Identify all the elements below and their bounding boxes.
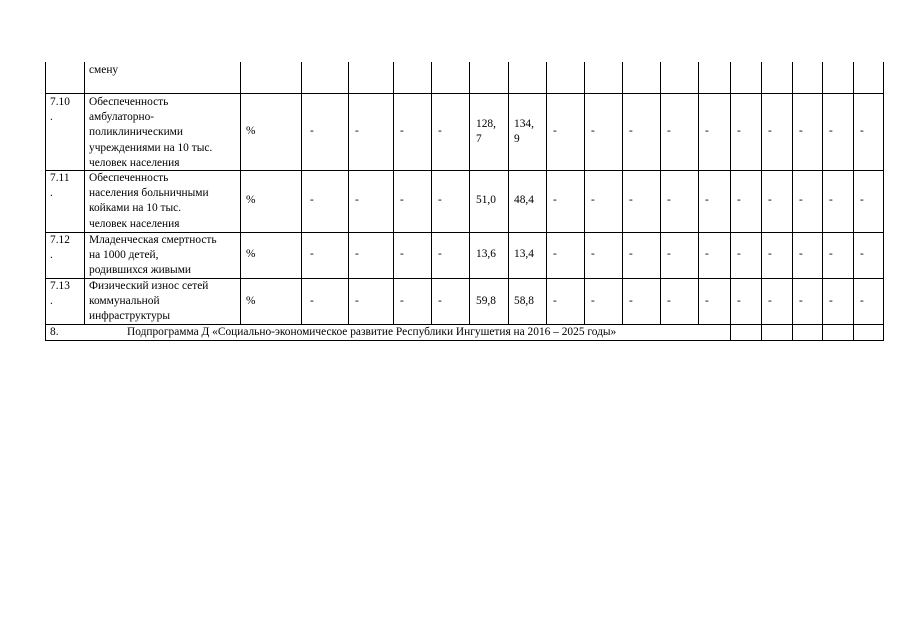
row-number: 7.12 . — [50, 234, 70, 262]
col-rule — [622, 62, 623, 324]
empty-cell-dash: - — [355, 248, 359, 260]
col-rule — [431, 62, 432, 324]
col-rule — [660, 62, 661, 324]
col-rule — [508, 62, 509, 324]
row-value-1: 13,6 — [476, 248, 496, 260]
empty-cell-dash: - — [438, 125, 442, 137]
col-rule — [698, 62, 699, 324]
row-indicator-name: Обеспеченность населения больничными койками на 10 тыс. человек населения — [89, 172, 209, 230]
col-rule — [883, 62, 884, 340]
empty-cell-dash: - — [591, 295, 595, 307]
empty-cell-dash: - — [310, 125, 314, 137]
col-rule — [584, 62, 585, 324]
row-number: 7.13 . — [50, 280, 70, 308]
col-rule — [469, 62, 470, 324]
row-name-tail: смену — [89, 64, 119, 76]
empty-cell-dash: - — [310, 295, 314, 307]
row-number: 7.10 . — [50, 96, 70, 124]
empty-cell-dash: - — [355, 125, 359, 137]
empty-cell-dash: - — [737, 194, 741, 206]
row-unit: % — [246, 248, 256, 260]
empty-cell-dash: - — [629, 194, 633, 206]
empty-cell-dash: - — [591, 248, 595, 260]
empty-cell-dash: - — [629, 295, 633, 307]
empty-cell-dash: - — [591, 194, 595, 206]
empty-cell-dash: - — [737, 248, 741, 260]
empty-cell-dash: - — [799, 295, 803, 307]
empty-cell-dash: - — [629, 125, 633, 137]
empty-cell-dash: - — [829, 194, 833, 206]
empty-cell-dash: - — [400, 194, 404, 206]
empty-cell-dash: - — [553, 125, 557, 137]
empty-cell-dash: - — [829, 295, 833, 307]
col-rule — [792, 62, 793, 340]
empty-cell-dash: - — [553, 194, 557, 206]
empty-cell-dash: - — [799, 248, 803, 260]
empty-cell-dash: - — [860, 125, 864, 137]
empty-cell-dash: - — [310, 248, 314, 260]
empty-cell-dash: - — [438, 248, 442, 260]
row-unit: % — [246, 295, 256, 307]
empty-cell-dash: - — [667, 248, 671, 260]
empty-cell-dash: - — [829, 125, 833, 137]
empty-cell-dash: - — [705, 248, 709, 260]
col-rule — [761, 62, 762, 340]
col-rule — [822, 62, 823, 340]
empty-cell-dash: - — [355, 194, 359, 206]
row-value-2: 134, 9 — [514, 118, 534, 146]
row-value-1: 128, 7 — [476, 118, 496, 146]
empty-cell-dash: - — [705, 125, 709, 137]
empty-cell-dash: - — [737, 295, 741, 307]
empty-cell-dash: - — [667, 194, 671, 206]
col-rule — [546, 62, 547, 324]
empty-cell-dash: - — [768, 125, 772, 137]
col-rule — [240, 62, 241, 324]
row-indicator-name: Физический износ сетей коммунальной инфраструктуры — [89, 280, 209, 323]
row-indicator-name: Обеспеченность амбулаторно- поликлиническими учреждениями на 10 тыс. человек населения — [89, 96, 213, 169]
empty-cell-dash: - — [553, 295, 557, 307]
empty-cell-dash: - — [705, 295, 709, 307]
empty-cell-dash: - — [629, 248, 633, 260]
empty-cell-dash: - — [768, 295, 772, 307]
col-rule — [84, 62, 85, 324]
empty-cell-dash: - — [860, 295, 864, 307]
empty-cell-dash: - — [799, 125, 803, 137]
empty-cell-dash: - — [553, 248, 557, 260]
empty-cell-dash: - — [310, 194, 314, 206]
empty-cell-dash: - — [768, 248, 772, 260]
row-number: 7.11 . — [50, 172, 70, 200]
col-rule — [853, 62, 854, 340]
empty-cell-dash: - — [400, 248, 404, 260]
empty-cell-dash: - — [591, 125, 595, 137]
empty-cell-dash: - — [438, 194, 442, 206]
row-indicator-name: Младенческая смертность на 1000 детей, родившихся живыми — [89, 234, 217, 277]
row-value-1: 51,0 — [476, 194, 496, 206]
col-rule — [730, 62, 731, 340]
empty-cell-dash: - — [400, 295, 404, 307]
col-rule — [45, 62, 46, 340]
empty-cell-dash: - — [667, 125, 671, 137]
empty-cell-dash: - — [400, 125, 404, 137]
row-unit: % — [246, 194, 256, 206]
empty-cell-dash: - — [860, 248, 864, 260]
col-rule — [393, 62, 394, 324]
empty-cell-dash: - — [768, 194, 772, 206]
empty-cell-dash: - — [737, 125, 741, 137]
row-value-1: 59,8 — [476, 295, 496, 307]
row-value-2: 13,4 — [514, 248, 534, 260]
empty-cell-dash: - — [829, 248, 833, 260]
empty-cell-dash: - — [860, 194, 864, 206]
row-value-2: 48,4 — [514, 194, 534, 206]
section-title: Подпрограмма Д «Социально-экономическое развитие Республики Ингушетия на 2016 – 2025 годы» — [127, 326, 617, 338]
empty-cell-dash: - — [355, 295, 359, 307]
col-rule — [301, 62, 302, 324]
empty-cell-dash: - — [667, 295, 671, 307]
empty-cell-dash: - — [705, 194, 709, 206]
row-value-2: 58,8 — [514, 295, 534, 307]
row-unit: % — [246, 125, 256, 137]
col-rule — [348, 62, 349, 324]
row-rule — [45, 93, 884, 94]
section-number: 8. — [50, 326, 59, 338]
empty-cell-dash: - — [799, 194, 803, 206]
empty-cell-dash: - — [438, 295, 442, 307]
